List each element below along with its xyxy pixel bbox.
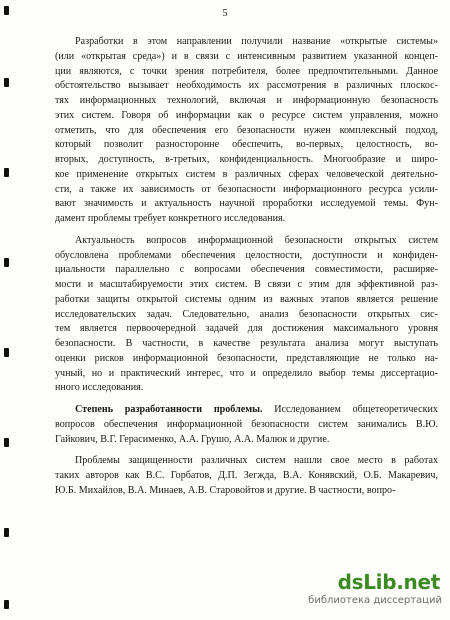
text-line-content: отметить, что для обеспечения его безопасности нужен комплексный подход,	[55, 124, 438, 136]
text-line-content: Разработки в этом направлении получили название «открытые системы»	[75, 36, 438, 47]
text-line-content: учный, но и практический интерес, что и определило выбор темы диссертацио-	[55, 367, 438, 379]
text-line	[55, 65, 438, 80]
text-line-content: нного исследования.	[55, 382, 144, 394]
text-line	[55, 454, 438, 469]
binding-hole	[4, 168, 9, 177]
text-line	[55, 124, 438, 139]
watermark-logo-main: dsLib	[337, 570, 397, 594]
text-line-content: мости и масштабируемости этих систем. В связи с этим для эффективной раз-	[55, 279, 438, 290]
watermark-logo-tld: net	[403, 570, 440, 594]
binding-hole	[4, 600, 9, 609]
text-line-content: кое применение открытых систем в различных сферах человеческой деятельно-	[55, 168, 438, 180]
paragraph-gap	[55, 447, 438, 454]
text-line	[55, 50, 438, 65]
text-line	[55, 308, 438, 323]
text-line	[55, 381, 438, 396]
text-line-content: таких авторов как В.С. Горбатов, Д.П. Зегжда, В.А. Конявский, О.Б. Макаревич,	[55, 470, 438, 481]
binding-hole	[4, 528, 9, 537]
text-line-content: Исследованием общетеоретических	[262, 404, 438, 415]
text-line	[55, 234, 438, 249]
text-line-content: ции являются, с точки зрения потребителя, более предпочтительными. Данное	[55, 65, 438, 77]
text-line-content: обстоятельство вызывает необходимость их рассмотрения в различных плоскос-	[55, 80, 438, 92]
binding-hole	[4, 258, 9, 267]
text-line	[55, 484, 438, 499]
text-line	[55, 109, 438, 124]
text-line	[55, 153, 438, 168]
watermark	[294, 570, 444, 612]
text-line	[55, 79, 438, 94]
text-line	[55, 183, 438, 198]
binding-hole	[4, 78, 9, 87]
text-line-content: дамент проблемы требует конкретного исследования.	[55, 213, 286, 224]
watermark-subtitle: библиотека диссертаций	[308, 595, 442, 606]
text-line	[55, 367, 438, 382]
text-line-content: безопасности. В частности, в качестве результата анализа могут выступать	[55, 338, 438, 349]
text-line-content: работки защиты открытой системы одним из важных этапов является решение	[55, 293, 438, 305]
binding-hole	[4, 348, 9, 357]
text-line-content: этих систем. Говоря об информации как о ресурсе систем управления, можно	[55, 109, 438, 121]
text-line	[55, 418, 438, 433]
text-line	[55, 263, 438, 278]
text-line	[55, 278, 438, 293]
text-line-content: исследовательских задач. Следовательно, анализ безопасности открытых сис-	[55, 308, 438, 320]
text-line	[55, 433, 438, 448]
binding-holes	[4, 0, 14, 620]
text-line-content: циальности параллельно с вопросами обеспечения совместимости, расширяе-	[55, 264, 438, 276]
paragraph-gap	[55, 396, 438, 403]
watermark-logo-dot: .	[396, 570, 404, 594]
text-line-content: тях информационных технологий, включая и информационную безопасность	[55, 95, 438, 106]
paragraph	[55, 454, 438, 498]
body-text	[55, 35, 438, 499]
paragraph	[55, 234, 438, 396]
text-line	[55, 35, 438, 50]
text-line-content: тем является первоочередной задачей для достижения максимального уровня	[55, 323, 438, 335]
text-line-content: сти, а также их зависимость от безопасности информационного ресурса усили-	[55, 183, 438, 195]
text-line	[55, 197, 438, 212]
binding-hole	[4, 438, 9, 447]
text-line	[55, 403, 438, 418]
page-number: 5	[222, 8, 228, 19]
text-line	[55, 94, 438, 109]
text-line	[55, 138, 438, 153]
text-line-content: Проблемы защищенности различных систем нашли свое место в работах	[75, 455, 438, 467]
text-line-content: Ю.Б. Михайлов, В.А. Минаев, А.В. Старовойтов и другие. В частности, вопро-	[55, 484, 396, 496]
text-line-content: обусловлена проблемами обеспечения целостности, доступности и конфиден-	[55, 249, 438, 261]
text-line-content: вопросов обеспечения информационной безопасности систем занимались В.Ю.	[55, 418, 438, 430]
text-line-content: вают значимость и актуальность научной проработки исследуемой темы. Фун-	[55, 198, 438, 210]
paragraph-gap	[55, 227, 438, 234]
text-line	[55, 293, 438, 308]
text-line-content: Актуальность вопросов информационной безопасности открытых систем	[75, 234, 438, 246]
bold-lead: Степень разработанности проблемы.	[75, 404, 263, 415]
paragraph	[55, 403, 438, 447]
paragraph	[55, 35, 438, 227]
text-line	[55, 322, 438, 337]
text-line-content: который позволит разносторонне обеспечить, во-первых, целостность, во-	[55, 139, 438, 151]
text-line	[55, 168, 438, 183]
text-line-content: (или «открытая среда») и в связи с интенсивным развитием указанной концеп-	[55, 50, 438, 62]
text-line	[55, 249, 438, 264]
text-line-content: вторых, доступность, в-третьих, конфиденциальность. Многообразие и широ-	[55, 154, 438, 165]
text-line-content: оценки рисков информационной безопасности, представляющие не только на-	[55, 352, 438, 364]
text-line	[55, 337, 438, 352]
text-line-content: Гайкович, В.Г. Герасименко, А.А. Грушо, А.А. Малюк и другие.	[55, 433, 330, 445]
text-line	[55, 469, 438, 484]
text-line	[55, 352, 438, 367]
watermark-logo	[338, 570, 440, 594]
text-line	[55, 212, 438, 227]
